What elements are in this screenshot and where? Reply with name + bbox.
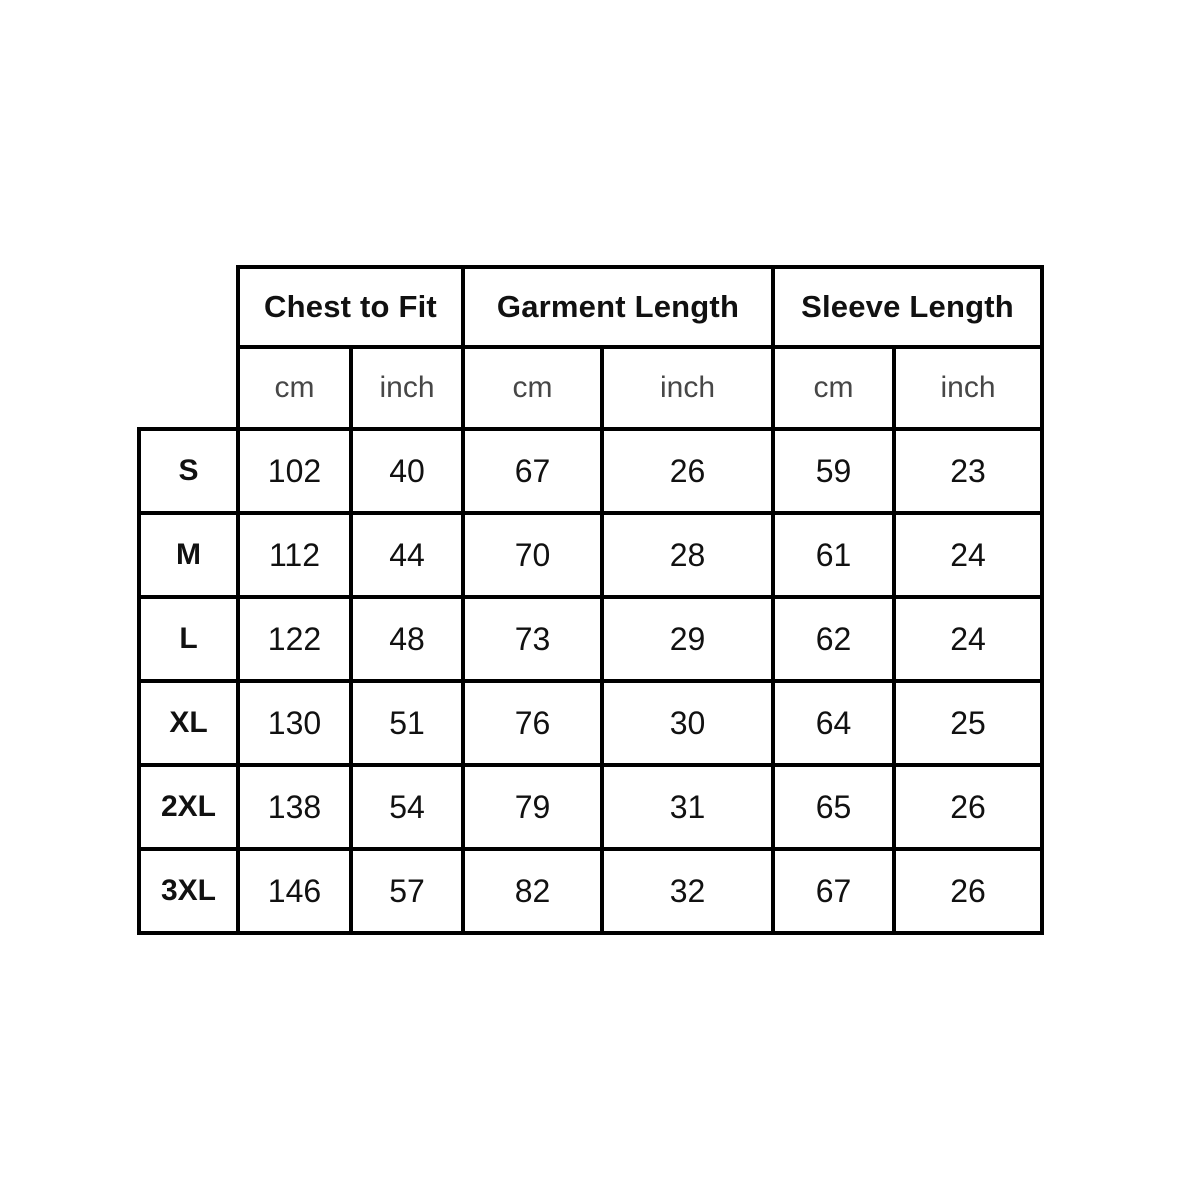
size-row — [139, 681, 1042, 765]
value-cell: 44 — [351, 513, 463, 597]
unit-header-cell: cm — [463, 347, 602, 429]
value-cell: 59 — [773, 429, 894, 513]
size-label-cell: XL — [139, 681, 238, 765]
size-row — [139, 597, 1042, 681]
value-cell: 67 — [463, 429, 602, 513]
value-cell: 24 — [894, 513, 1042, 597]
value-cell: 64 — [773, 681, 894, 765]
value-cell: 51 — [351, 681, 463, 765]
unit-header-cell: inch — [351, 347, 463, 429]
value-cell: 26 — [602, 429, 773, 513]
value-cell: 32 — [602, 849, 773, 933]
value-cell: 26 — [894, 765, 1042, 849]
value-cell: 40 — [351, 429, 463, 513]
value-cell: 70 — [463, 513, 602, 597]
value-cell: 25 — [894, 681, 1042, 765]
unit-header-cell: inch — [894, 347, 1042, 429]
unit-header-cell: cm — [773, 347, 894, 429]
corner-blank-cell — [139, 347, 238, 429]
value-cell: 130 — [238, 681, 351, 765]
value-cell: 73 — [463, 597, 602, 681]
value-cell: 67 — [773, 849, 894, 933]
value-cell: 79 — [463, 765, 602, 849]
value-cell: 112 — [238, 513, 351, 597]
value-cell: 65 — [773, 765, 894, 849]
value-cell: 31 — [602, 765, 773, 849]
value-cell: 48 — [351, 597, 463, 681]
value-cell: 28 — [602, 513, 773, 597]
value-cell: 62 — [773, 597, 894, 681]
column-group-header: Garment Length — [463, 267, 773, 347]
value-cell: 61 — [773, 513, 894, 597]
unit-row — [139, 347, 1042, 429]
value-cell: 54 — [351, 765, 463, 849]
unit-header-cell: cm — [238, 347, 351, 429]
value-cell: 146 — [238, 849, 351, 933]
column-group-header: Chest to Fit — [238, 267, 463, 347]
value-cell: 76 — [463, 681, 602, 765]
corner-blank-cell — [139, 267, 238, 347]
size-chart-table — [137, 265, 1044, 935]
size-row — [139, 513, 1042, 597]
value-cell: 29 — [602, 597, 773, 681]
value-cell: 138 — [238, 765, 351, 849]
value-cell: 26 — [894, 849, 1042, 933]
value-cell: 57 — [351, 849, 463, 933]
size-label-cell: 3XL — [139, 849, 238, 933]
value-cell: 23 — [894, 429, 1042, 513]
size-row — [139, 765, 1042, 849]
value-cell: 122 — [238, 597, 351, 681]
size-label-cell: S — [139, 429, 238, 513]
value-cell: 82 — [463, 849, 602, 933]
size-label-cell: 2XL — [139, 765, 238, 849]
size-row — [139, 429, 1042, 513]
size-row — [139, 849, 1042, 933]
column-group-header: Sleeve Length — [773, 267, 1042, 347]
size-label-cell: M — [139, 513, 238, 597]
column-group-row — [139, 267, 1042, 347]
value-cell: 24 — [894, 597, 1042, 681]
size-label-cell: L — [139, 597, 238, 681]
size-chart-head — [139, 267, 1042, 429]
value-cell: 102 — [238, 429, 351, 513]
size-chart-body — [139, 429, 1042, 933]
unit-header-cell: inch — [602, 347, 773, 429]
size-chart — [137, 265, 1044, 935]
value-cell: 30 — [602, 681, 773, 765]
